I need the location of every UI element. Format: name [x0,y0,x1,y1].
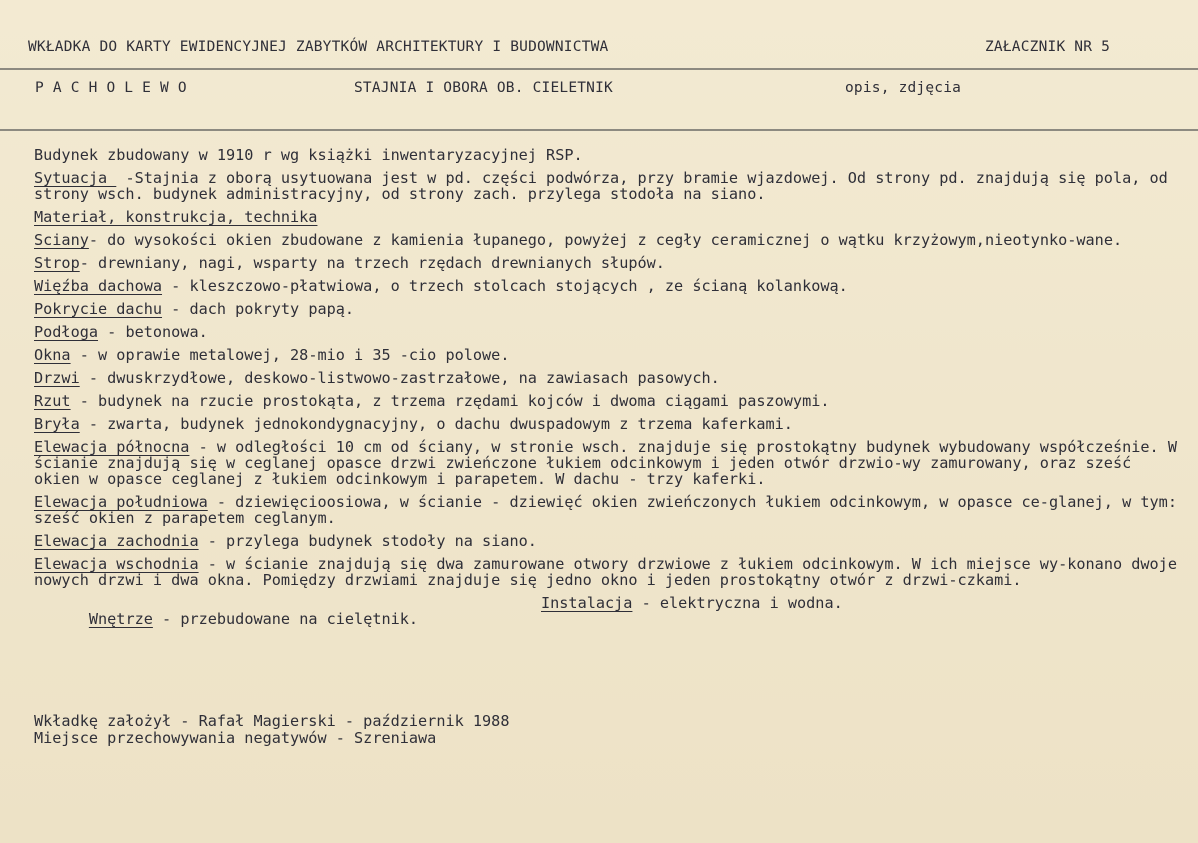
section-ceiling [34,255,1184,271]
section-heading: Elewacja północna [34,438,190,456]
section-heading: Materiał, konstrukcja, technika [34,208,318,226]
section-text: - dach pokryty papą. [162,300,355,318]
section-text: - drewniany, nagi, wsparty na trzech rzędach drewnianych słupów. [79,254,665,272]
section-doors [34,370,1184,386]
section-east-elevation [34,555,1187,589]
section-text: - zwarta, budynek jednokondygnacyjny, o dachu dwuspadowym z trzema kaferkami. [79,415,793,433]
section-heading: Więźba dachowa [34,277,163,295]
section-text: - budynek na rzucie prostokąta, z trzema rzędami kojców i dwoma ciągami paszowymi. [70,392,830,410]
place-name: P A C H O L E W O [35,80,187,96]
top-divider [0,68,1198,70]
section-heading: Sciany [34,231,89,249]
section-text: - przebudowane na cielętnik. [152,610,419,628]
section-text: - kleszczowo-płatwiowa, o trzech stolcach stojących , ze ścianą kolankową. [162,277,848,295]
section-heading: Pokrycie dachu [34,300,163,318]
section-heading: Bryła [34,415,80,433]
section-massing [34,416,1184,432]
section-text: - w oprawie metalowej, 28-mio i 35 -cio polowe. [70,346,510,364]
description-body [34,146,1187,666]
section-roof-truss [34,278,1184,294]
footer-notes [34,713,509,747]
section-heading: Rzut [34,392,71,410]
attachment-number: ZAŁACZNIK NR 5 [985,39,1111,55]
section-walls [34,232,1184,248]
section-west-elevation [34,533,1184,549]
section-heading: Elewacja wschodnia [34,555,199,573]
section-heading: Drzwi [34,369,80,387]
installation-entry [541,595,843,611]
section-north-elevation [34,438,1187,488]
section-heading: Podłoga [34,323,99,341]
section-floor [34,324,1184,340]
header-divider [0,129,1198,131]
section-text: - w odległości 10 cm od ściany, w stronie wsch. znajduje się prostokątny budynek wybudowany współcześnie. W ścianie znajdują się w ceglanej opasce drzwi zwieńczone łukiem odcinkowym i jeden otwór drzwio-wy zamurowany, oraz sześć okien w opasce ceglanej z łukiem odcinkowym i parapetem. W dachu - trzy kaferki. [34,438,1187,488]
section-text: -Stajnia z oborą usytuowana jest w pd. części podwórza, przy bramie wjazdowej. Od strony pd. znajdują się pola, od strony wsch. budynek administracyjny, od strony zach. przylega stodoła na siano. [34,169,1177,203]
card-title: WKŁADKA DO KARTY EWIDENCYJNEJ ZABYTKÓW ARCHITEKTURY I BUDOWNICTWA [28,39,609,55]
section-text: - elektryczna i wodna. [632,594,843,612]
section-heading: Wnętrze [88,610,153,628]
section-south-elevation [34,493,1187,527]
created-by-line: Wkładkę założył - Rafał Magierski - październik 1988 [34,712,510,730]
section-situation [34,170,1184,202]
section-heading: Instalacja [541,594,633,612]
section-text: - w ścianie znajdują się dwa zamurowane otwory drzwiowe z łukiem odcinkowym. W ich miejsce wy-konano dwoje nowych drzwi i dwa okna. Pomiędzy drzwiami znajduje się jedno okno i jeden prostokątny otwór z drzwi-czkami. [34,555,1187,589]
section-roofing [34,301,1184,317]
section-windows [34,347,1184,363]
section-interior-installation [34,595,1184,659]
section-plan [34,393,1184,409]
section-text: - dziewięcioosiowa, w ścianie - dziewięć okien zwieńczonych łukiem odcinkowym, w opasce ce-glanej, w tym: sześć okien z parapetem ceglanym. [34,493,1187,527]
intro-line: Budynek zbudowany w 1910 r wg książki inwentaryzacyjnej RSP. [34,146,583,164]
object-name: STAJNIA I OBORA OB. CIELETNIK [354,80,613,96]
section-text: - do wysokości okien zbudowane z kamienia łupanego, powyżej z cegły ceramicznej o wątku krzyżowym,nieotynko-wane. [88,231,1123,249]
section-heading: Elewacja południowa [34,493,208,511]
negatives-location-line: Miejsce przechowywania negatywów - Szreniawa [34,729,437,747]
section-heading: Sytuacja [34,169,117,187]
section-heading: Strop [34,254,80,272]
section-material [34,209,1184,225]
section-heading: Elewacja zachodnia [34,532,199,550]
section-text: - dwuskrzydłowe, deskowo-listwowo-zastrzałowe, na zawiasach pasowych. [79,369,720,387]
section-heading: Okna [34,346,71,364]
section-text: - przylega budynek stodoły na siano. [198,532,537,550]
section-text: - betonowa. [98,323,208,341]
scope-note: opis, zdjęcia [845,80,962,96]
